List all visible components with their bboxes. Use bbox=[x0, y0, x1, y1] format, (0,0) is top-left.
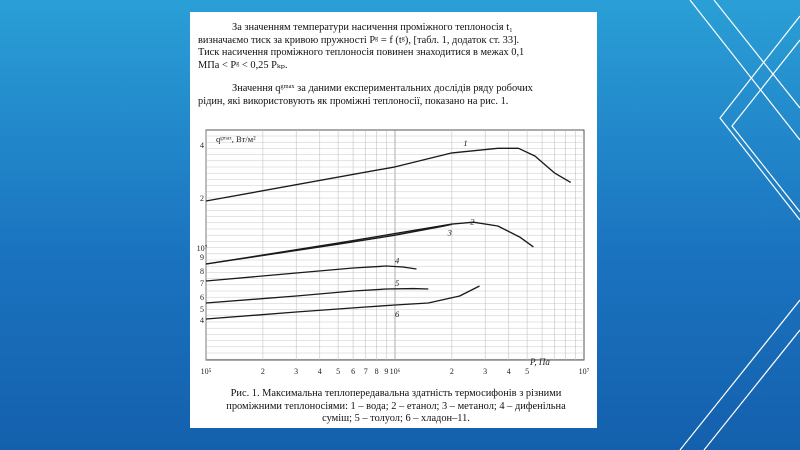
paragraph1-line2: визначаємо тиск за кривою пружності Pᵍ = f (tᵍ), [табл. 1, додаток ст. 33]. bbox=[198, 34, 520, 46]
figure-caption bbox=[204, 388, 588, 426]
x-tick-label: 8 bbox=[374, 367, 379, 376]
caption-line2: проміжними теплоносіями: 1 – вода; 2 – етанол; 3 – метанол; 4 – дифенільна bbox=[226, 400, 566, 412]
decorative-diagonal-lines bbox=[600, 0, 800, 450]
x-tick-label: 2 bbox=[449, 367, 454, 376]
y-tick-label: 9 bbox=[200, 253, 204, 262]
chart-grid bbox=[206, 130, 584, 360]
y-tick-label: 2 bbox=[200, 194, 204, 203]
y-tick-label: 7 bbox=[200, 279, 204, 288]
series-label-2: 2 bbox=[470, 216, 475, 227]
x-tick-label: 4 bbox=[317, 367, 322, 376]
paragraph-saturation-pressure bbox=[198, 22, 594, 72]
y-tick-label: 4 bbox=[200, 316, 204, 325]
heat-transfer-chart bbox=[190, 116, 597, 388]
y-tick-label: 8 bbox=[200, 267, 204, 276]
series-label-3: 3 bbox=[447, 227, 452, 238]
series-label-1: 1 bbox=[463, 137, 468, 148]
paragraph1-line3: Тиск насичення проміжного теплоносія повинен знаходитися в межах 0,1 bbox=[198, 47, 525, 59]
x-tick-label: 10⁵ bbox=[200, 367, 212, 376]
x-tick-label: 5 bbox=[525, 367, 530, 376]
y-tick-label: 6 bbox=[200, 293, 204, 302]
y-tick-label: 10⁷ bbox=[196, 244, 208, 253]
x-tick-label: 7 bbox=[363, 367, 368, 376]
paragraph-experimental-values bbox=[198, 83, 594, 108]
paragraph1-line4: МПа < Pᵍ < 0,25 Pₖₚ. bbox=[198, 59, 288, 71]
x-tick-label: 3 bbox=[294, 367, 299, 376]
x-axis-label: P, Па bbox=[530, 357, 550, 367]
paragraph2-line2: рідин, які використовують як проміжні теплоносії, показано на рис. 1. bbox=[198, 95, 509, 107]
x-tick-label: 10⁷ bbox=[578, 367, 590, 376]
x-tick-label: 4 bbox=[506, 367, 511, 376]
x-tick-label: 6 bbox=[351, 367, 356, 376]
x-tick-label: 9 bbox=[384, 367, 389, 376]
paragraph1-line1: За значенням температури насичення проміжного теплоносія t₁ bbox=[232, 22, 513, 33]
series-label-6: 6 bbox=[395, 309, 400, 319]
x-tick-label: 3 bbox=[483, 367, 488, 376]
y-tick-label: 4 bbox=[200, 141, 204, 150]
caption-line3: суміш; 5 – толуол; 6 – хладон–11. bbox=[322, 413, 470, 425]
chart-curves bbox=[206, 148, 571, 319]
y-axis-label: qᵍᵐᵃˣ, Вт/м² bbox=[216, 134, 256, 144]
x-tick-label: 5 bbox=[336, 367, 341, 376]
series-label-4: 4 bbox=[395, 255, 400, 266]
curve-series-2 bbox=[206, 222, 533, 264]
caption-line1: Рис. 1. Максимальна теплопередавальна здатність термосифонів з різними bbox=[230, 388, 562, 399]
x-tick-label: 10⁶ bbox=[389, 367, 401, 376]
curve-series-1 bbox=[206, 148, 571, 201]
paragraph2-line1: Значення qᵍᵐᵃˣ за даними експериментальних дослідів ряду робочих bbox=[232, 83, 533, 94]
x-tick-label: 2 bbox=[260, 367, 265, 376]
document-page bbox=[190, 12, 597, 428]
series-label-5: 5 bbox=[395, 277, 400, 288]
y-tick-label: 5 bbox=[200, 305, 204, 314]
